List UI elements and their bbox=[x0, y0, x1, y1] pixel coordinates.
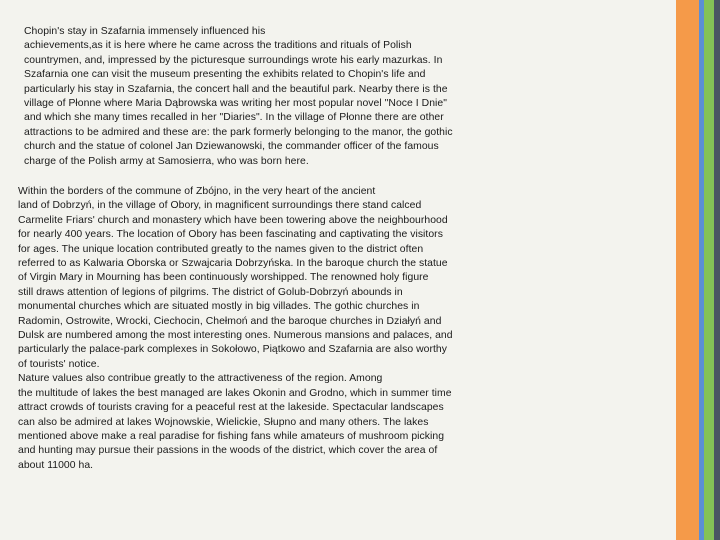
text-line: countrymen, and, impressed by the picturesque surroundings wrote his early mazurkas. In bbox=[24, 54, 443, 66]
text-line: charge of the Polish army at Samosierra, who was born here. bbox=[24, 155, 309, 167]
text-line: referred to as Kalwaria Oborska or Szwajcaria Dobrzyńska. In the baroque church the statue bbox=[18, 258, 448, 270]
text-line: and hunting may pursue their passions in the woods of the district, which cover the area of bbox=[18, 445, 438, 457]
text-line: mentioned above make a real paradise for fishing fans while amateurs of mushroom picking bbox=[18, 430, 445, 442]
text-line: village of Płonne where Maria Dąbrowska was writing her most popular novel "Noce I Dnie" bbox=[24, 98, 447, 110]
text-line: achievements,as it is here where he came across the traditions and rituals of Polish bbox=[24, 40, 412, 52]
paragraph-zbojno-commune bbox=[18, 185, 453, 473]
text-line: Carmelite Friars' church and monastery which have been towering above the neighbourhood bbox=[18, 214, 448, 226]
decorative-stripe-orange bbox=[676, 0, 699, 540]
text-line: about 11000 ha. bbox=[18, 459, 94, 471]
decorative-stripe-slate bbox=[714, 0, 720, 540]
text-line: of tourists' notice. bbox=[18, 358, 100, 370]
text-line: attractions to be admired and these are: the park formerly belonging to the manor, the gothic bbox=[24, 126, 453, 138]
text-line: the multitude of lakes the best managed are lakes Okonin and Grodno, which in summer time bbox=[18, 387, 452, 399]
text-line: Dulsk are numbered among the most interesting ones. Numerous mansions and palaces, and bbox=[18, 330, 453, 342]
text-line: Radomin, Ostrowite, Wrocki, Ciechocin, Chełmoń and the baroque churches in Działyń and bbox=[18, 315, 442, 327]
text-line: and which she many times recalled in her "Diaries". In the village of Płonne there are other bbox=[24, 112, 444, 124]
decorative-stripe-green bbox=[704, 0, 714, 540]
text-line: Within the borders of the commune of Zbójno, in the very heart of the ancient bbox=[18, 186, 376, 197]
text-line: still draws attention of legions of pilgrims. The district of Golub-Dobrzyń abounds in bbox=[18, 286, 403, 298]
text-line: can also be admired at lakes Wojnowskie, Wielickie, Słupno and many others. The lakes bbox=[18, 416, 429, 428]
text-line: church and the statue of colonel Jan Dziewanowski, the commander officer of the famous bbox=[24, 141, 439, 153]
text-line: Chopin's stay in Szafarnia immensely influenced his bbox=[24, 26, 266, 37]
text-line: monumental churches which are situated mostly in big villades. The gothic churches in bbox=[18, 301, 420, 313]
text-line: attract crowds of tourists craving for a peaceful rest at the lakeside. Spectacular landscapes bbox=[18, 402, 444, 414]
text-line: of Virgin Mary in Mourning has been continuously worshipped. The renowned holy figure bbox=[18, 272, 429, 284]
text-line: land of Dobrzyń, in the village of Obory, in magnificent surroundings there stand calced bbox=[18, 200, 422, 212]
text-line: particularly the palace-park complexes in Sokołowo, Piątkowo and Szafarnia are also worthy bbox=[18, 344, 447, 356]
text-line: for ages. The unique location contributed greatly to the names given to the district often bbox=[18, 243, 424, 255]
text-line: particularly his stay in Szafarnia, the concert hall and the beautiful park. Nearby there is the bbox=[24, 83, 448, 95]
text-line: Szafarnia one can visit the museum presenting the exhibits related to Chopin's life and bbox=[24, 69, 426, 81]
text-line: Nature values also contribue greatly to the attractiveness of the region. Among bbox=[18, 373, 383, 385]
text-line: for nearly 400 years. The location of Obory has been fascinating and captivating the visitors bbox=[18, 229, 443, 241]
paragraph-chopin-szafarnia bbox=[24, 25, 453, 169]
